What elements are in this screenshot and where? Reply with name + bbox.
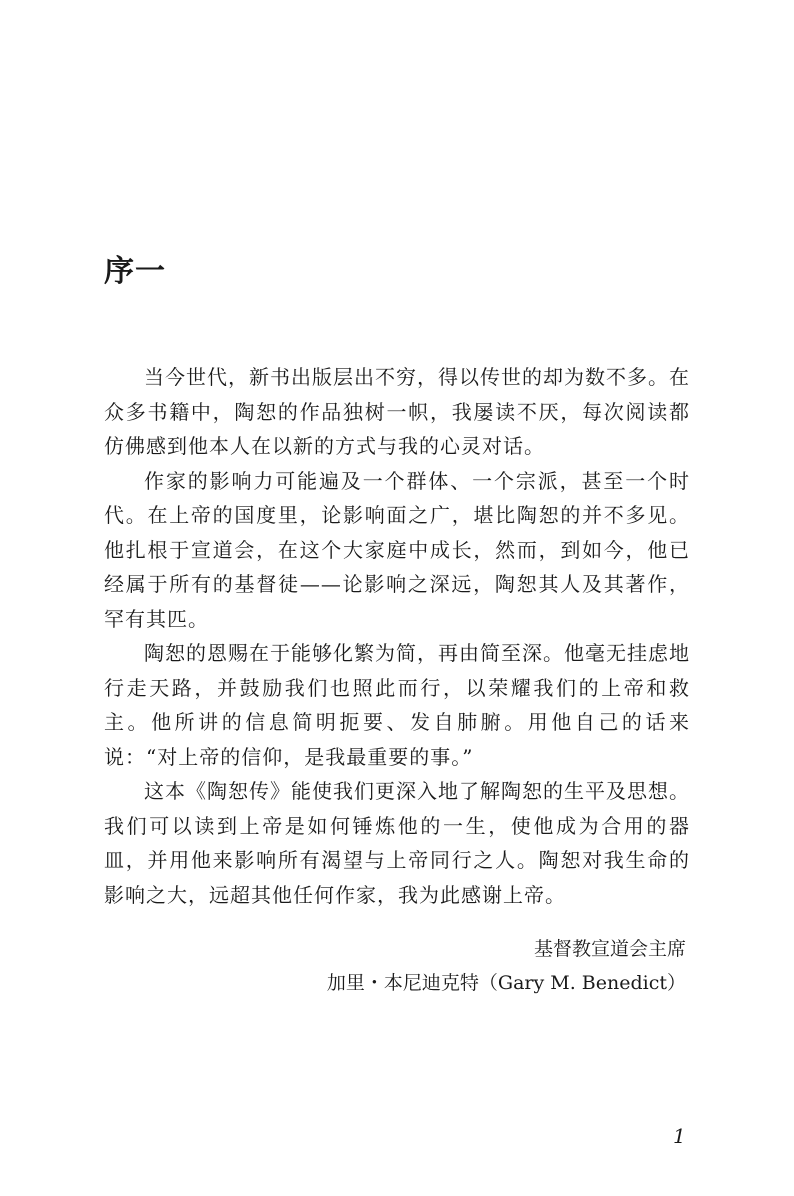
paragraph: 陶恕的恩赐在于能够化繁为简，再由简至深。他毫无挂虑地行走天路，并鼓励我们也照此而行，以荣耀我们的上帝和救主。他所讲的信息简明扼要、发自肺腑。用他自己的话来说：“对上帝的信仰，是我最重要的事。” bbox=[104, 641, 690, 769]
signature-position: 基督教宣道会主席 bbox=[533, 938, 686, 960]
signature-block bbox=[327, 932, 686, 1000]
body-text bbox=[104, 360, 690, 912]
paragraph: 这本《陶恕传》能使我们更深入地了解陶恕的生平及思想。我们可以读到上帝是如何锤炼他的一生，使他成为合用的器皿，并用他来影响所有渴望与上帝同行之人。陶恕对我生命的影响之大，远超其他任何作家，我为此感谢上帝。 bbox=[104, 779, 690, 907]
signature-name: 加里・本尼迪克特（Gary M. Benedict） bbox=[326, 972, 686, 994]
page-title: 序一 bbox=[104, 254, 166, 289]
paragraph: 作家的影响力可能遍及一个群体、一个宗派，甚至一个时代。在上帝的国度里，论影响面之广，堪比陶恕的并不多见。他扎根于宣道会，在这个大家庭中成长，然而，到如今，他已经属于所有的基督徒——论影响之深远，陶恕其人及其著作，罕有其匹。 bbox=[104, 468, 690, 631]
page-number: 1 bbox=[673, 1124, 686, 1148]
paragraph: 当今世代，新书出版层出不穷，得以传世的却为数不多。在众多书籍中，陶恕的作品独树一帜，我屡读不厌，每次阅读都仿佛感到他本人在以新的方式与我的心灵对话。 bbox=[104, 365, 690, 458]
